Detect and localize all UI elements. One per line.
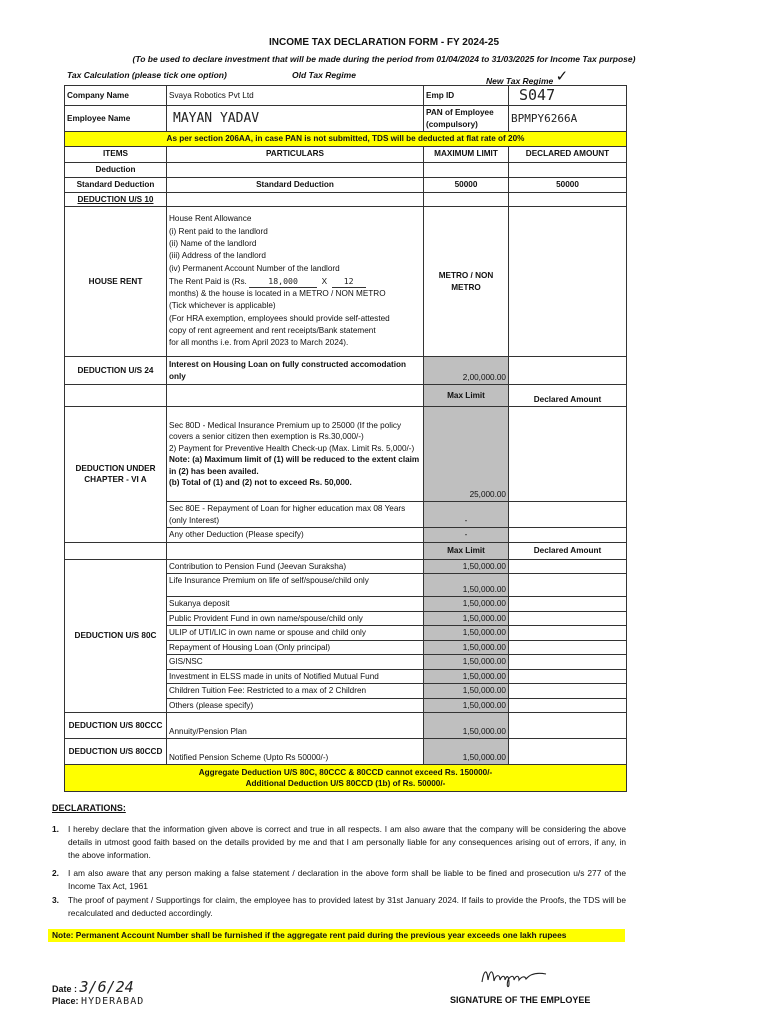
emp-id-value[interactable]: S047 bbox=[509, 86, 627, 106]
form-subtitle: (To be used to declare investment that will be made during the period from 01/04/2024 to 31/03/2025 for Income Tax purpose) bbox=[132, 54, 636, 64]
aggregate-line-1: Aggregate Deduction U/S 80C, 80CCC & 80CCD cannot exceed Rs. 150000/- bbox=[198, 767, 493, 777]
hra-line: (ii) Name of the landlord bbox=[169, 238, 257, 248]
other-deduction-max: - bbox=[424, 528, 509, 543]
hra-particulars bbox=[167, 207, 424, 357]
sec80c-max: 1,50,000.00 bbox=[424, 597, 509, 612]
sec80ccd-max: 1,50,000.00 bbox=[424, 739, 509, 765]
sec80c-declared[interactable] bbox=[509, 640, 627, 655]
sec80c-max: 1,50,000.00 bbox=[424, 640, 509, 655]
declaration-text: I hereby declare that the information given above is correct and true in all respects. I am also aware that the company will be considering the above details in utmost good faith based on the details provided by me and that I am personally liable for any consequences arising out of errors, if any, in the above information. bbox=[68, 824, 626, 860]
declared-amount-header: Declared Amount bbox=[509, 542, 627, 559]
pan-value[interactable]: BPMPY6266A bbox=[509, 106, 627, 132]
sec80ccd-particular: Notified Pension Scheme (Upto Rs 50000/-) bbox=[167, 739, 424, 765]
sec80e-max: - bbox=[424, 502, 509, 528]
sec80d-line: 2) Payment for Preventive Health Check-up (Max. Limit Rs. 5,000/-) bbox=[169, 443, 415, 453]
hra-declared[interactable] bbox=[509, 207, 627, 357]
sec80ccc-item: DEDUCTION U/S 80CCC bbox=[65, 713, 167, 739]
rent-multiplier: X bbox=[321, 276, 328, 286]
declaration-number: 3. bbox=[52, 895, 59, 905]
sec80c-particular: Sukanya deposit bbox=[167, 597, 424, 612]
pan-rent-note: Note: Permanent Account Number shall be furnished if the aggregate rent paid during the previous year exceeds one lakh rupees bbox=[48, 929, 625, 942]
sec80c-particular: Life Insurance Premium on life of self/spouse/child only bbox=[167, 574, 424, 597]
sec80c-particular: GIS/NSC bbox=[167, 655, 424, 670]
col-max-limit: MAXIMUM LIMIT bbox=[424, 146, 509, 162]
sec80c-declared[interactable] bbox=[509, 626, 627, 641]
sec24-max: 2,00,000.00 bbox=[424, 357, 509, 385]
sec80c-max: 1,50,000.00 bbox=[424, 684, 509, 699]
standard-deduction-particular: Standard Deduction bbox=[167, 177, 424, 192]
sec80d-line: Sec 80D - Medical Insurance Premium up to 25000 (If the policy covers a senior citizen then exemption is Rs.30,000/-) bbox=[169, 420, 402, 441]
hra-line: House Rent Allowance bbox=[169, 214, 252, 224]
declaration-text: The proof of payment / Supportings for claim, the employee has to provided latest by 31st January 2024. If fails to provide the Proofs, the TDS will be recalculated and deducted accordingly. bbox=[68, 895, 626, 918]
tax-calc-label: Tax Calculation (please tick one option) bbox=[67, 70, 227, 80]
sec80c-max: 1,50,000.00 bbox=[424, 611, 509, 626]
standard-deduction-max: 50000 bbox=[424, 177, 509, 192]
tick-mark-icon: ✓ bbox=[555, 68, 569, 85]
sec80c-declared[interactable] bbox=[509, 559, 627, 574]
rent-months-value[interactable]: 12 bbox=[332, 275, 366, 288]
date-value[interactable]: 3/6/24 bbox=[79, 978, 134, 996]
employee-signature-image bbox=[478, 962, 550, 988]
old-regime-option[interactable]: Old Tax Regime bbox=[292, 70, 356, 80]
col-declared-amount: DECLARED AMOUNT bbox=[509, 146, 627, 162]
hra-line: (i) Rent paid to the landlord bbox=[169, 226, 268, 236]
company-name-label: Company Name bbox=[65, 86, 167, 106]
section-10-label: DEDUCTION U/S 10 bbox=[65, 192, 167, 207]
sec80d-note: (b) Total of (1) and (2) not to exceed Rs. 50,000. bbox=[169, 478, 352, 487]
sec80ccc-declared[interactable] bbox=[509, 713, 627, 739]
hra-line: for all months i.e. from April 2023 to March 2024). bbox=[169, 338, 349, 348]
sec80c-particular: Others (please specify) bbox=[167, 698, 424, 713]
sec80c-max: 1,50,000.00 bbox=[424, 559, 509, 574]
rent-paid-line bbox=[169, 275, 421, 288]
sec24-declared[interactable] bbox=[509, 357, 627, 385]
sec80c-max: 1,50,000.00 bbox=[424, 669, 509, 684]
aggregate-limit-note bbox=[65, 765, 627, 792]
declaration-item bbox=[52, 894, 626, 920]
new-regime-label: New Tax Regime bbox=[486, 76, 554, 86]
employee-name-value[interactable]: MAYAN YADAV bbox=[167, 106, 424, 132]
sec80e-particular: Sec 80E - Repayment of Loan for higher education max 08 Years (only Interest) bbox=[167, 502, 424, 528]
hra-line: months) & the house is located in a METRO / NON METRO bbox=[169, 289, 386, 299]
sec80c-max: 1,50,000.00 bbox=[424, 655, 509, 670]
sec24-particular: Interest on Housing Loan on fully constructed accomodation only bbox=[167, 357, 424, 385]
sec80ccc-max: 1,50,000.00 bbox=[424, 713, 509, 739]
hra-line: (For HRA exemption, employees should provide self-attested bbox=[169, 313, 390, 323]
sec80c-particular: Repayment of Housing Loan (Only principal) bbox=[167, 640, 424, 655]
declared-amount-header: Declared Amount bbox=[509, 385, 627, 407]
sec80c-particular: Investment in ELSS made in units of Notified Mutual Fund bbox=[167, 669, 424, 684]
sec80c-declared[interactable] bbox=[509, 698, 627, 713]
date-label: Date : bbox=[52, 984, 78, 994]
sec80c-declared[interactable] bbox=[509, 574, 627, 597]
standard-deduction-item: Standard Deduction bbox=[65, 177, 167, 192]
sec80d-max: 25,000.00 bbox=[424, 407, 509, 502]
declared-input[interactable] bbox=[509, 192, 627, 207]
pan-warning: As per section 206AA, in case PAN is not submitted, TDS will be deducted at flat rate of 20% bbox=[65, 132, 627, 147]
company-name-value[interactable]: Svaya Robotics Pvt Ltd bbox=[167, 86, 424, 106]
sec80ccd-item: DEDUCTION U/S 80CCD bbox=[65, 739, 167, 765]
sec80e-declared[interactable] bbox=[509, 502, 627, 528]
chapter-via-item: DEDUCTION UNDER CHAPTER - VI A bbox=[65, 407, 167, 543]
sec80c-particular: ULIP of UTI/LIC in own name or spouse and child only bbox=[167, 626, 424, 641]
sec80c-max: 1,50,000.00 bbox=[424, 574, 509, 597]
max-limit-header: Max Limit bbox=[424, 542, 509, 559]
hra-line: copy of rent agreement and rent receipts/Bank statement bbox=[169, 326, 376, 336]
sec80c-declared[interactable] bbox=[509, 655, 627, 670]
declaration-table bbox=[64, 85, 627, 792]
emp-id-label: Emp ID bbox=[424, 86, 509, 106]
hra-line: (iii) Address of the landlord bbox=[169, 251, 266, 261]
deduction-label: Deduction bbox=[65, 162, 167, 177]
metro-option[interactable]: METRO / NON METRO bbox=[424, 207, 509, 357]
employee-name-label: Employee Name bbox=[65, 106, 167, 132]
other-deduction-declared[interactable] bbox=[509, 528, 627, 543]
sec80d-declared[interactable] bbox=[509, 407, 627, 502]
declaration-item bbox=[52, 823, 626, 862]
sec80d-note: Note: (a) Maximum limit of (1) will be reduced to the extent claim in (2) has been availed. bbox=[169, 455, 420, 476]
sec80c-declared[interactable] bbox=[509, 611, 627, 626]
standard-deduction-declared[interactable]: 50000 bbox=[509, 177, 627, 192]
declaration-number: 2. bbox=[52, 868, 59, 878]
sec24-item: DEDUCTION U/S 24 bbox=[65, 357, 167, 385]
sec80c-particular: Children Tuition Fee: Restricted to a max of 2 Children bbox=[167, 684, 424, 699]
place-label: Place: bbox=[52, 996, 79, 1006]
signature-label: SIGNATURE OF THE EMPLOYEE bbox=[450, 995, 591, 1005]
sec80c-particular: Public Provident Fund in own name/spouse/child only bbox=[167, 611, 424, 626]
hra-line: (iv) Permanent Account Number of the landlord bbox=[169, 263, 340, 273]
declaration-number: 1. bbox=[52, 824, 59, 834]
sec80c-max: 1,50,000.00 bbox=[424, 626, 509, 641]
col-particulars: PARTICULARS bbox=[167, 146, 424, 162]
date-field bbox=[52, 978, 134, 996]
other-deduction-particular: Any other Deduction (Please specify) bbox=[167, 528, 424, 543]
sec80ccc-particular: Annuity/Pension Plan bbox=[167, 713, 424, 739]
declared-input[interactable] bbox=[509, 162, 627, 177]
aggregate-line-2: Additional Deduction U/S 80CCD (1b) of Rs. 50000/- bbox=[245, 779, 446, 788]
sec80d-particular bbox=[167, 407, 424, 502]
declarations-heading: DECLARATIONS: bbox=[52, 803, 126, 813]
declaration-text: I am also aware that any person making a false statement / declaration in the above form shall be liable to be fined and prosecution u/s 277 of the Income Tax Act, 1961 bbox=[68, 868, 626, 891]
max-limit-header: Max Limit bbox=[424, 385, 509, 407]
col-items: ITEMS bbox=[65, 146, 167, 162]
sec80c-declared[interactable] bbox=[509, 597, 627, 612]
pan-label: PAN of Employee (compulsory) bbox=[424, 106, 509, 132]
rent-amount-value[interactable]: 18,000 bbox=[249, 275, 317, 288]
sec80c-max: 1,50,000.00 bbox=[424, 698, 509, 713]
place-field bbox=[52, 996, 144, 1007]
sec80c-item: DEDUCTION U/S 80C bbox=[65, 559, 167, 713]
sec80c-declared[interactable] bbox=[509, 669, 627, 684]
house-rent-item: HOUSE RENT bbox=[65, 207, 167, 357]
rent-prefix: The Rent Paid is (Rs. bbox=[169, 276, 247, 286]
declaration-item bbox=[52, 867, 626, 893]
hra-line: (Tick whichever is applicable) bbox=[169, 301, 276, 311]
sec80c-particular: Contribution to Pension Fund (Jeevan Suraksha) bbox=[167, 559, 424, 574]
sec80c-declared[interactable] bbox=[509, 684, 627, 699]
sec80ccd-declared[interactable] bbox=[509, 739, 627, 765]
form-title: INCOME TAX DECLARATION FORM - FY 2024-25 bbox=[268, 37, 500, 48]
place-value[interactable]: HYDERABAD bbox=[81, 996, 145, 1007]
